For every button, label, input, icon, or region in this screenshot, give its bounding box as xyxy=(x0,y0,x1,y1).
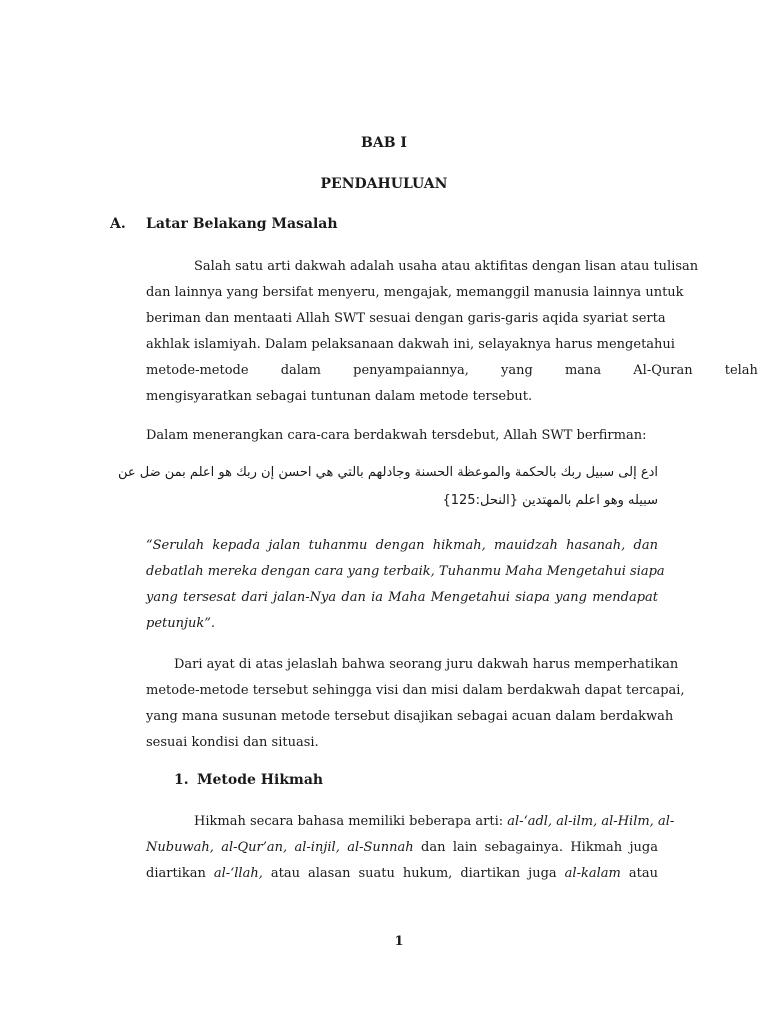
paragraph-line: Salah satu arti dakwah adalah usaha atau aktifitas dengan lisan atau tulisan xyxy=(194,259,699,274)
paragraph-line xyxy=(194,814,675,829)
text-run: Hikmah secara bahasa memiliki beberapa arti: xyxy=(194,814,504,829)
section-number: A. xyxy=(110,216,126,232)
chapter-number: BAB I xyxy=(361,135,407,151)
verse-intro-line: Dalam menerangkan cara-cara berdakwah tersdebut, Allah SWT berfirman: xyxy=(146,428,647,443)
text-run: atau xyxy=(628,866,658,881)
page-number: 1 xyxy=(394,934,404,949)
paragraph-line: mengisyaratkan sebagai tuntunan dalam metode tersebut. xyxy=(146,389,533,404)
paragraph-line: akhlak islamiyah. Dalam pelaksanaan dakwah ini, selayaknya harus mengetahui xyxy=(146,337,675,352)
paragraph-line: sesuai kondisi dan situasi. xyxy=(146,735,319,750)
text-run-italic: Nubuwah, al-Qur’an, al-injil, al-Sunnah xyxy=(146,840,414,855)
section-title: Latar Belakang Masalah xyxy=(146,216,338,232)
paragraph-line: beriman dan mentaati Allah SWT sesuai dengan garis-garis aqida syariat serta xyxy=(146,311,666,326)
text-run: atau alasan suatu hukum, diartikan juga xyxy=(270,866,557,881)
paragraph-line xyxy=(146,840,658,855)
arabic-line: سبيله وهو اعلم بالمهتدين {النحل:125} xyxy=(442,493,658,508)
text-run-italic: al-kalam xyxy=(564,866,621,881)
subsection-number: 1. xyxy=(174,772,189,788)
paragraph-line: Dari ayat di atas jelaslah bahwa seorang juru dakwah harus memperhatikan xyxy=(174,657,679,672)
text-run-italic: al-‘adl, al-ilm, al-Hilm, al- xyxy=(507,814,675,829)
text-run-italic: al-‘llah, xyxy=(213,866,263,881)
text-run: diartikan xyxy=(146,866,206,881)
text-run: dan lain sebagainya. Hikmah juga xyxy=(421,840,659,855)
paragraph-line xyxy=(146,866,658,881)
paragraph-line: metode-metode dalam penyampaiannya, yang mana Al-Quran telah xyxy=(146,363,758,378)
subsection-title: Metode Hikmah xyxy=(197,772,324,788)
paragraph-line: dan lainnya yang bersifat menyeru, mengajak, memanggil manusia lainnya untuk xyxy=(146,285,684,300)
arabic-line: ادع إلى سبيل ربك بالحكمة والموعظة الحسنة وجادلهم بالتي هي احسن إن ربك هو اعلم بمن ضل عن xyxy=(117,465,658,480)
paragraph-line: yang mana susunan metode tersebut disajikan sebagai acuan dalam berdakwah xyxy=(146,709,674,724)
translation-line: debatlah mereka dengan cara yang terbaik, Tuhanmu Maha Mengetahui siapa xyxy=(146,564,665,579)
chapter-title: PENDAHULUAN xyxy=(320,176,448,192)
paragraph-line: metode-metode tersebut sehingga visi dan misi dalam berdakwah dapat tercapai, xyxy=(146,683,685,698)
translation-line: yang tersesat dari jalan-Nya dan ia Maha Mengetahui siapa yang mendapat xyxy=(146,590,658,605)
translation-line: petunjuk”. xyxy=(146,616,216,631)
translation-line: “Serulah kepada jalan tuhanmu dengan hikmah, mauidzah hasanah, dan xyxy=(146,538,658,553)
